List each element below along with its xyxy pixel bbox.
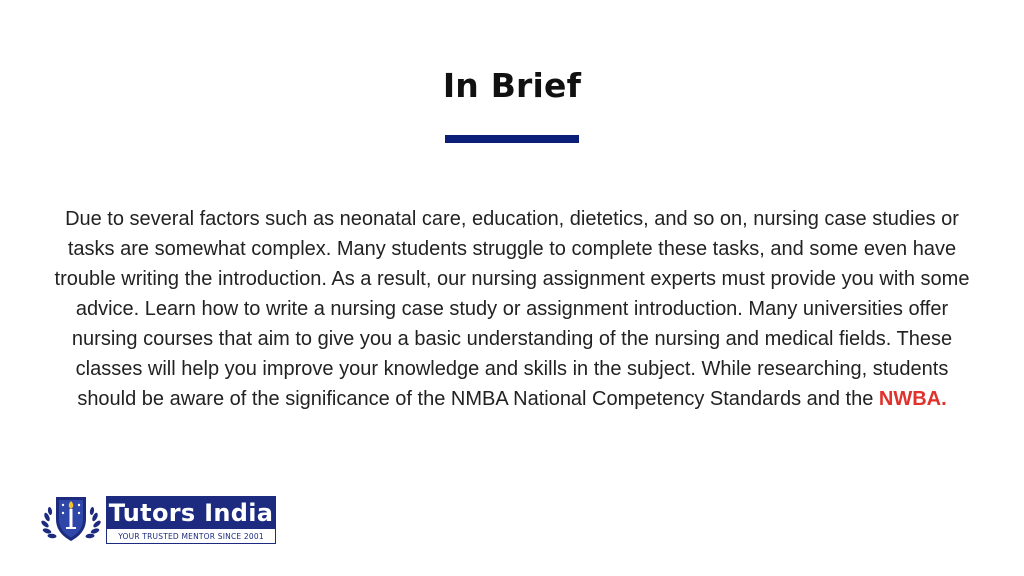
tutors-india-logo	[38, 493, 278, 543]
logo-name: Tutors India	[108, 499, 274, 527]
page-title: In Brief	[442, 66, 582, 105]
crest-emblem-icon	[38, 493, 104, 543]
title-underline	[445, 135, 579, 143]
body-text: Due to several factors such as neonatal care, education, dietetics, and so on, nursing case studies or tasks are somewhat complex. Many students struggle to complete these tasks, and some even have trouble writing the introduction. As a result, our nursing assignment experts must provide you with some advice. Learn how to write a nursing case study or assignment introduction. Many universities offer nursing courses that aim to give you a basic understanding of the nursing and medical fields. These classes will help you improve your knowledge and skills in the subject. While researching, students should be aware of the significance of the NMBA National Competency Standards and the	[54, 208, 970, 410]
highlight-text: NWBA.	[878, 388, 947, 410]
logo-tagline: YOUR TRUSTED MENTOR SINCE 2001	[118, 532, 264, 541]
logo-wordmark	[106, 496, 276, 544]
body-paragraph	[52, 204, 972, 414]
